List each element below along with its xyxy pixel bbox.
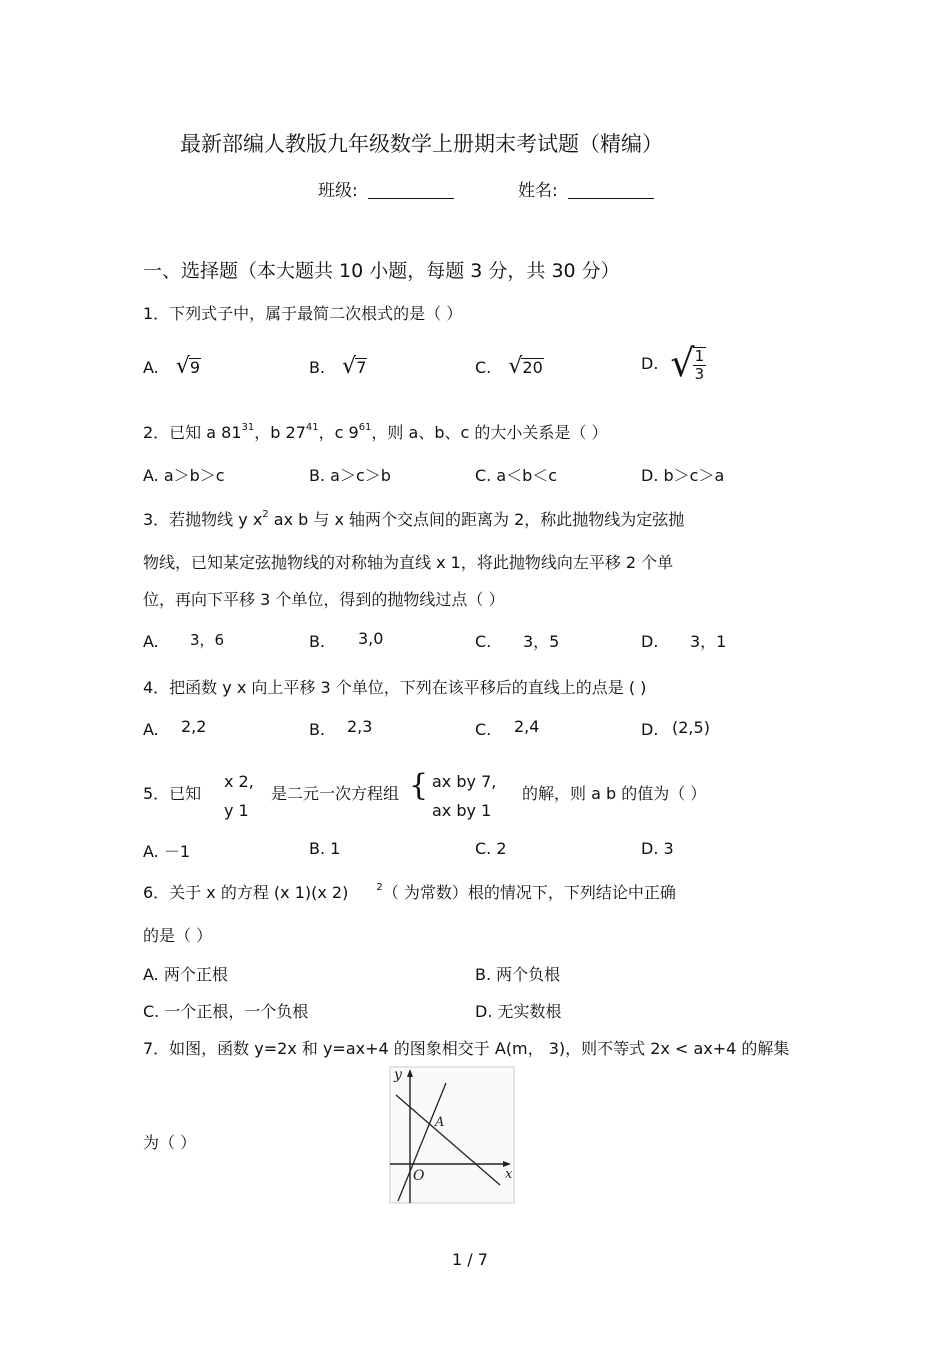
q4-option-d-label: D. (641, 720, 659, 739)
sqrt-expression: √ 9 (175, 354, 201, 379)
q6-line-1 (143, 880, 676, 903)
q6-option-b: B. 两个负根 (475, 965, 561, 984)
sqrt-expression: √ 20 (508, 354, 543, 379)
q2-exp-1: 31 (241, 422, 255, 433)
q1-d-denominator: 3 (694, 365, 705, 383)
q1-option-b (309, 354, 367, 379)
q3-text-post: ax b 与 x 轴两个交点间的距离为 2，称此抛物线为定弦抛 (268, 510, 685, 529)
q7-line-1: 7．如图，函数 y=2x 和 y=ax+4 的图象相交于 A(m， 3)，则不等式 2x < ax+4 的解集 (143, 1039, 790, 1058)
q5-sys2-top: ax by 7, (432, 772, 497, 791)
name-label: 姓名: (518, 181, 558, 201)
q6-text-pre: 6．关于 x 的方程 (x 1)(x 2) (143, 883, 349, 902)
q1-b-radicand: 7 (356, 358, 367, 377)
q5-suffix: 的解，则 a b 的值为（ ） (522, 784, 707, 803)
q4-option-c-value: 2,4 (514, 717, 540, 736)
q3-option-b-label: B. (309, 632, 326, 651)
q3-option-a-label: A. (143, 632, 159, 651)
q2-option-d: D. b＞c＞a (641, 466, 725, 485)
section-heading: 一、选择题（本大题共 10 小题，每题 3 分，共 30 分） (143, 260, 620, 282)
q6-option-a: A. 两个正根 (143, 965, 228, 984)
class-label: 班级: (318, 181, 358, 201)
q4-option-a-label: A. (143, 720, 159, 739)
q1-b-label: B. (309, 358, 326, 377)
sqrt-fraction: √ $\frac{1}{3}$ (670, 341, 705, 385)
q2-text-mid1: ，b 27 (254, 423, 306, 442)
q1-c-radicand: 20 (522, 358, 543, 377)
fig-origin-label: O (413, 1168, 425, 1184)
q1-c-label: C. (475, 358, 492, 377)
q3-option-d-value: 3，1 (690, 632, 727, 651)
q1-a-radicand: 9 (189, 358, 201, 377)
q2-option-b: B. a＞c＞b (309, 466, 391, 485)
q5-option-d: D. 3 (641, 839, 674, 858)
q4-option-a-value: 2,2 (181, 717, 207, 736)
page-number: 1 / 7 (452, 1250, 488, 1269)
q3-line-3: 位，再向下平移 3 个单位，得到的抛物线过点（ ） (143, 590, 505, 609)
q1-stem: 1．下列式子中，属于最简二次根式的是（ ） (143, 304, 463, 323)
name-field (518, 176, 654, 201)
q2-exp-2: 41 (305, 422, 319, 433)
page-title: 最新部编人教版九年级数学上册期末考试题（精编） (180, 132, 663, 156)
q5-prefix: 5．已知 (143, 784, 202, 803)
q4-stem: 4．把函数 y x 向上平移 3 个单位，下列在该平移后的直线上的点是 ( ) (143, 678, 647, 697)
q3-option-c-label: C. (475, 632, 492, 651)
q4-option-b-value: 2,3 (347, 717, 373, 736)
q6-option-c: C. 一个正根，一个负根 (143, 1002, 309, 1021)
q2-text-post: ，则 a、b、c 的大小关系是（ ） (371, 423, 608, 442)
q3-option-b-value: 3,0 (358, 629, 384, 648)
class-blank (368, 182, 454, 199)
q6-exp: 2 (376, 882, 383, 893)
q5-option-c: C. 2 (475, 839, 507, 858)
q1-d-numerator: 1 (694, 347, 705, 365)
name-blank (568, 182, 654, 199)
class-field (318, 176, 454, 201)
q4-option-d-value: (2,5) (672, 718, 710, 737)
q5-sys1-bottom: y 1 (224, 801, 249, 820)
q3-line-1 (143, 507, 684, 530)
q7-graph-figure (388, 1065, 516, 1205)
q2-exp-3: 61 (358, 422, 372, 433)
q2-text-pre: 2．已知 a 81 (143, 423, 242, 442)
fig-y-label: y (394, 1067, 402, 1083)
q6-line-2: 的是（ ） (143, 926, 213, 945)
q1-d-label: D. (641, 353, 659, 373)
q6-option-d: D. 无实数根 (475, 1002, 562, 1021)
fig-point-a-label: A (435, 1115, 445, 1130)
q3-option-a-value: 3，6 (190, 631, 225, 649)
q6-text-post: （ 为常数）根的情况下，下列结论中正确 (382, 883, 676, 902)
q1-a-label: A. (143, 358, 159, 377)
q3-option-c-value: 3，5 (523, 632, 560, 651)
q2-option-c: C. a＜b＜c (475, 466, 558, 485)
q5-option-a: A. －1 (143, 842, 191, 861)
fig-x-label: x (505, 1167, 513, 1182)
q3-option-d-label: D. (641, 632, 659, 651)
q5-option-b: B. 1 (309, 839, 341, 858)
q1-option-d (641, 343, 706, 383)
sqrt-expression: √ 7 (342, 354, 367, 379)
left-brace-icon: { (409, 768, 429, 803)
q3-text-pre: 3．若抛物线 y x (143, 510, 263, 529)
q3-exp: 2 (262, 509, 269, 520)
q5-sys2-bottom: ax by 1 (432, 801, 492, 820)
q4-option-b-label: B. (309, 720, 326, 739)
q2-option-a: A. a＞b＞c (143, 466, 225, 485)
q1-option-c (475, 354, 544, 379)
q4-option-c-label: C. (475, 720, 492, 739)
q5-mid: 是二元一次方程组 (271, 784, 400, 803)
q7-line-2: 为（ ） (143, 1133, 197, 1152)
q5-equation-system (432, 767, 496, 825)
q5-sys1-top: x 2, (224, 772, 254, 791)
q5-solution-system (224, 767, 254, 825)
q1-option-a (143, 354, 201, 379)
q2-text-mid2: ，c 9 (318, 423, 359, 442)
q2-stem (143, 420, 607, 443)
q3-line-2: 物线，已知某定弦抛物线的对称轴为直线 x 1，将此抛物线向左平移 2 个单 (143, 553, 674, 572)
